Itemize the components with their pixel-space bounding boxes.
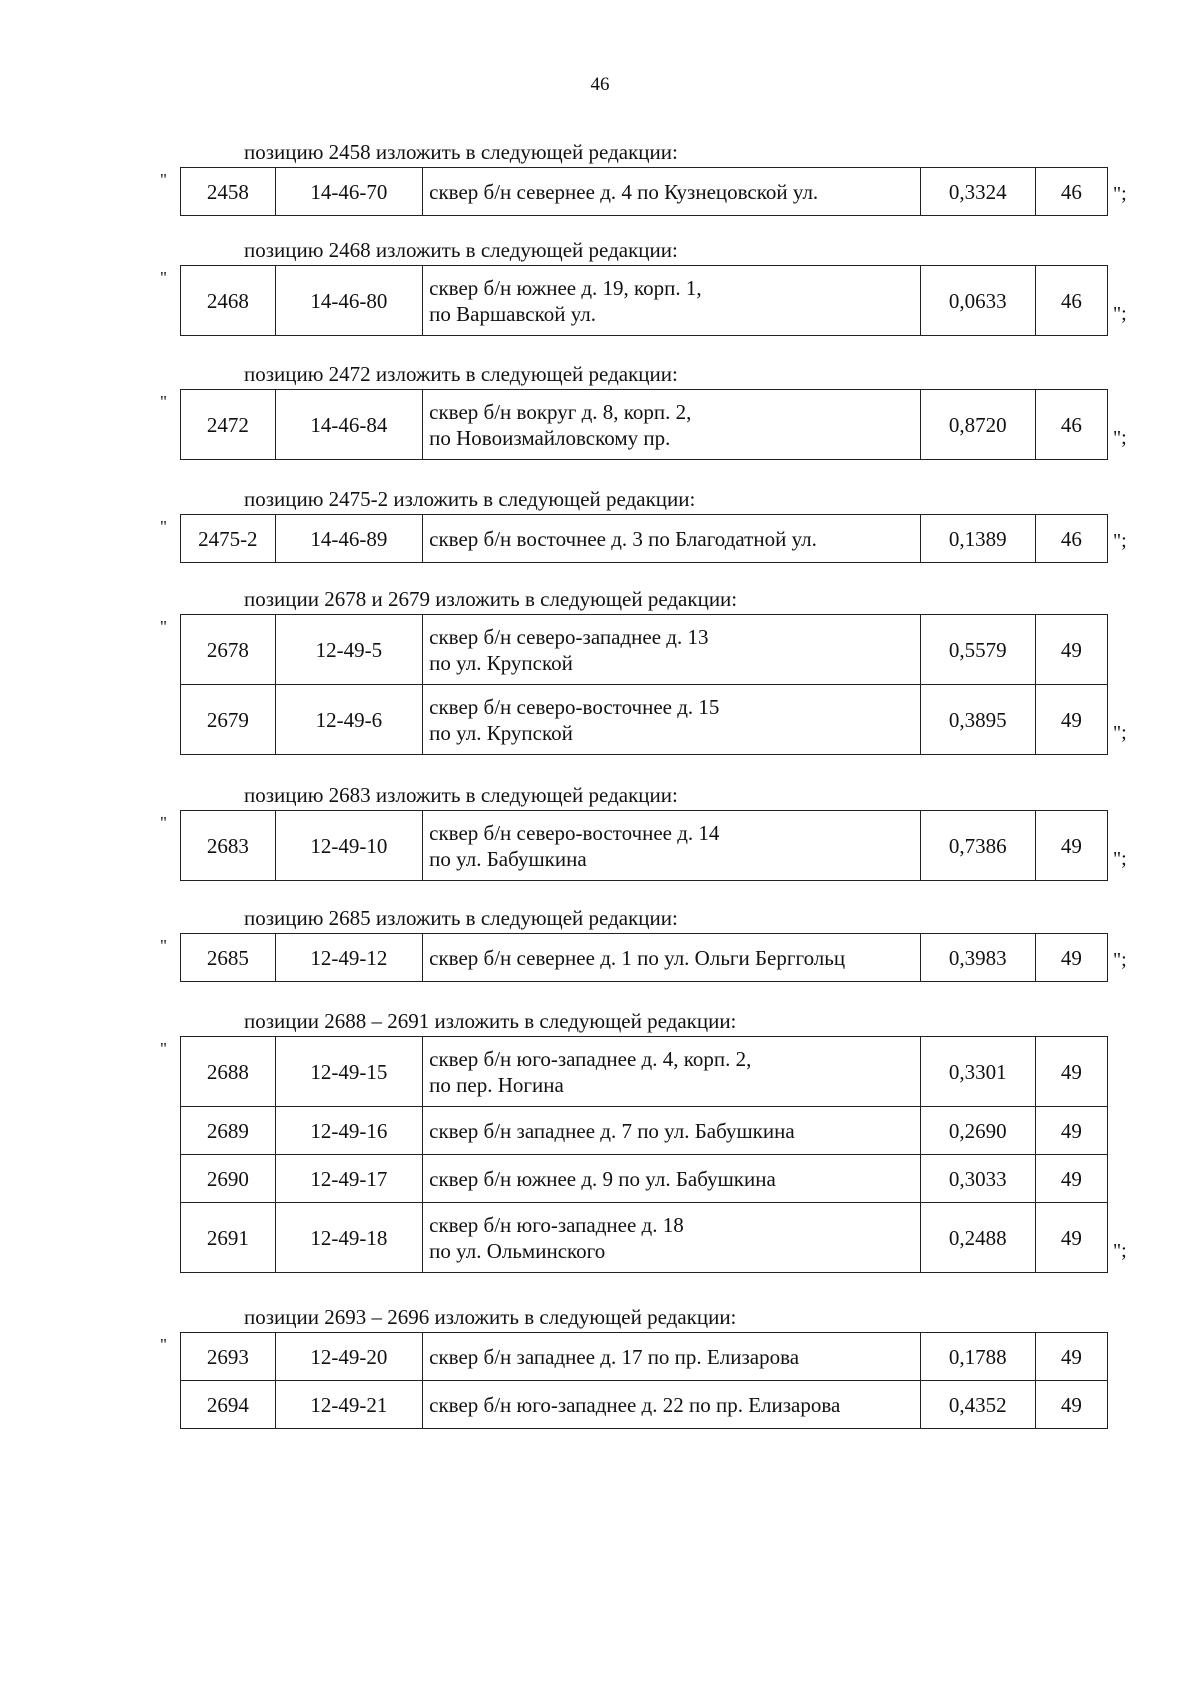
area-value: 0,3895 [920, 685, 1035, 755]
description-line: сквер б/н севернее д. 1 по ул. Ольги Берггольц [429, 945, 846, 970]
object-description [423, 615, 921, 685]
position-number: 2689 [181, 1107, 276, 1155]
register-code: 12-49-5 [275, 615, 423, 685]
table-row [181, 1107, 1108, 1155]
closing-quote-mark: "; [1113, 848, 1127, 870]
description-line: сквер б/н южнее д. 19, корп. 1, [429, 275, 702, 300]
register-code: 12-49-6 [275, 685, 423, 755]
register-code: 14-46-80 [275, 266, 423, 336]
table-row [181, 1155, 1108, 1203]
amendment-heading: позицию 2458 изложить в следующей редакции: [244, 140, 678, 164]
amendment-heading: позицию 2472 изложить в следующей редакции: [244, 362, 678, 386]
area-value: 0,1389 [920, 515, 1035, 563]
positions-table [180, 389, 1108, 460]
closing-quote-mark: "; [1113, 1240, 1127, 1262]
opening-quote-mark: " [160, 268, 167, 287]
area-value: 0,4352 [920, 1381, 1035, 1429]
district-code: 49 [1035, 811, 1107, 881]
table-row [181, 685, 1108, 755]
amendment-heading: позиции 2693 – 2696 изложить в следующей редакции: [244, 1305, 737, 1329]
area-value: 0,3983 [920, 934, 1035, 982]
object-description [423, 266, 921, 336]
closing-quote-mark: "; [1113, 949, 1127, 971]
district-code: 49 [1035, 1203, 1107, 1273]
register-code: 12-49-16 [275, 1107, 423, 1155]
register-code: 14-46-89 [275, 515, 423, 563]
register-code: 12-49-17 [275, 1155, 423, 1203]
area-value: 0,8720 [920, 390, 1035, 460]
district-code: 49 [1035, 1333, 1107, 1381]
table-row [181, 1381, 1108, 1429]
position-number: 2691 [181, 1203, 276, 1273]
description-line: по ул. Бабушкина [429, 846, 587, 871]
register-code: 12-49-20 [275, 1333, 423, 1381]
description-line: по ул. Крупской [429, 720, 573, 745]
description-line: по Варшавской ул. [429, 301, 597, 326]
description-line: сквер б/н северо-восточнее д. 14 [429, 820, 720, 845]
district-code: 49 [1035, 1381, 1107, 1429]
description-line: по ул. Крупской [429, 650, 573, 675]
position-number: 2679 [181, 685, 276, 755]
position-number: 2458 [181, 168, 276, 216]
description-line: сквер б/н восточнее д. 3 по Благодатной ул. [429, 526, 817, 551]
table-row [181, 1203, 1108, 1273]
register-code: 12-49-15 [275, 1037, 423, 1107]
positions-table [180, 1332, 1108, 1429]
description-line: сквер б/н юго-западнее д. 18 [429, 1212, 684, 1237]
area-value: 0,3324 [920, 168, 1035, 216]
object-description [423, 1107, 921, 1155]
object-description [423, 1203, 921, 1273]
amendment-heading: позицию 2475-2 изложить в следующей редакции: [244, 487, 696, 511]
district-code: 46 [1035, 390, 1107, 460]
description-line: сквер б/н вокруг д. 8, корп. 2, [429, 399, 692, 424]
amendment-heading: позицию 2683 изложить в следующей редакции: [244, 783, 678, 807]
position-number: 2468 [181, 266, 276, 336]
area-value: 0,3301 [920, 1037, 1035, 1107]
position-number: 2472 [181, 390, 276, 460]
object-description [423, 1037, 921, 1107]
object-description [423, 1155, 921, 1203]
positions-table [180, 167, 1108, 216]
district-code: 46 [1035, 515, 1107, 563]
object-description [423, 1381, 921, 1429]
district-code: 49 [1035, 1155, 1107, 1203]
table-row [181, 811, 1108, 881]
table-row [181, 266, 1108, 336]
position-number: 2683 [181, 811, 276, 881]
closing-quote-mark: "; [1113, 303, 1127, 325]
amendment-heading: позиции 2688 – 2691 изложить в следующей редакции: [244, 1009, 737, 1033]
table-row [181, 1037, 1108, 1107]
district-code: 49 [1035, 934, 1107, 982]
opening-quote-mark: " [160, 392, 167, 411]
table-row [181, 168, 1108, 216]
description-line: сквер б/н западнее д. 7 по ул. Бабушкина [429, 1118, 795, 1143]
positions-table [180, 810, 1108, 881]
register-code: 14-46-84 [275, 390, 423, 460]
district-code: 49 [1035, 1107, 1107, 1155]
amendment-heading: позицию 2468 изложить в следующей редакции: [244, 238, 678, 262]
description-line: сквер б/н юго-западнее д. 4, корп. 2, [429, 1046, 752, 1071]
positions-table [180, 514, 1108, 563]
closing-quote-mark: "; [1113, 722, 1127, 744]
district-code: 49 [1035, 615, 1107, 685]
opening-quote-mark: " [160, 517, 167, 536]
description-line: по Новоизмайловскому пр. [429, 425, 671, 450]
description-line: сквер б/н северо-восточнее д. 15 [429, 694, 720, 719]
description-line: по ул. Ольминского [429, 1238, 606, 1263]
object-description [423, 515, 921, 563]
register-code: 12-49-18 [275, 1203, 423, 1273]
description-line: сквер б/н северо-западнее д. 13 [429, 624, 709, 649]
description-line: сквер б/н юго-западнее д. 22 по пр. Елизарова [429, 1392, 841, 1417]
object-description [423, 1333, 921, 1381]
positions-table [180, 1036, 1108, 1273]
position-number: 2475-2 [181, 515, 276, 563]
description-line: сквер б/н севернее д. 4 по Кузнецовской ул. [429, 179, 819, 204]
description-line: по пер. Ногина [429, 1072, 564, 1097]
closing-quote-mark: "; [1113, 427, 1127, 449]
area-value: 0,5579 [920, 615, 1035, 685]
description-line: сквер б/н южнее д. 9 по ул. Бабушкина [429, 1166, 776, 1191]
area-value: 0,1788 [920, 1333, 1035, 1381]
opening-quote-mark: " [160, 1039, 167, 1058]
positions-table [180, 265, 1108, 336]
opening-quote-mark: " [160, 617, 167, 636]
position-number: 2694 [181, 1381, 276, 1429]
district-code: 49 [1035, 1037, 1107, 1107]
district-code: 49 [1035, 685, 1107, 755]
table-row [181, 615, 1108, 685]
district-code: 46 [1035, 266, 1107, 336]
opening-quote-mark: " [160, 1335, 167, 1354]
table-row [181, 1333, 1108, 1381]
amendment-heading: позицию 2685 изложить в следующей редакции: [244, 906, 678, 930]
position-number: 2693 [181, 1333, 276, 1381]
register-code: 14-46-70 [275, 168, 423, 216]
description-line: сквер б/н западнее д. 17 по пр. Елизарова [429, 1344, 800, 1369]
closing-quote-mark: "; [1113, 183, 1127, 205]
page-number: 46 [590, 74, 610, 95]
position-number: 2690 [181, 1155, 276, 1203]
register-code: 12-49-10 [275, 811, 423, 881]
object-description [423, 685, 921, 755]
area-value: 0,3033 [920, 1155, 1035, 1203]
object-description [423, 390, 921, 460]
area-value: 0,2488 [920, 1203, 1035, 1273]
table-row [181, 515, 1108, 563]
object-description [423, 168, 921, 216]
table-row [181, 934, 1108, 982]
opening-quote-mark: " [160, 170, 167, 189]
position-number: 2688 [181, 1037, 276, 1107]
register-code: 12-49-12 [275, 934, 423, 982]
object-description [423, 934, 921, 982]
area-value: 0,0633 [920, 266, 1035, 336]
positions-table [180, 614, 1108, 755]
position-number: 2685 [181, 934, 276, 982]
area-value: 0,2690 [920, 1107, 1035, 1155]
district-code: 46 [1035, 168, 1107, 216]
object-description [423, 811, 921, 881]
amendment-heading: позиции 2678 и 2679 изложить в следующей редакции: [244, 587, 738, 611]
position-number: 2678 [181, 615, 276, 685]
closing-quote-mark: "; [1113, 530, 1127, 552]
register-code: 12-49-21 [275, 1381, 423, 1429]
area-value: 0,7386 [920, 811, 1035, 881]
opening-quote-mark: " [160, 813, 167, 832]
opening-quote-mark: " [160, 936, 167, 955]
positions-table [180, 933, 1108, 982]
table-row [181, 390, 1108, 460]
